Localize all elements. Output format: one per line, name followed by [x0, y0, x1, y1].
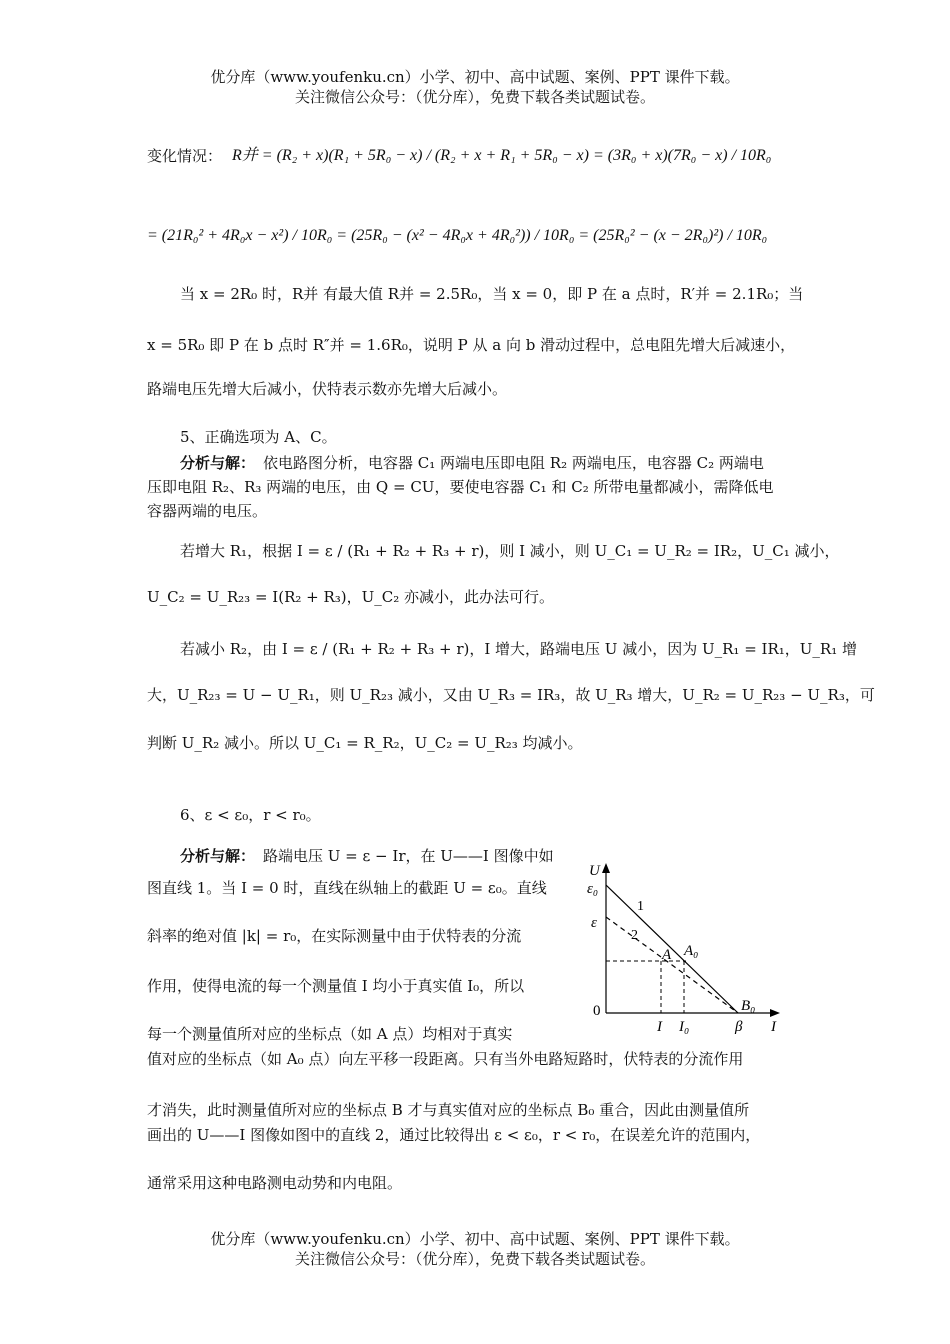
sec6-line-1: 路端电压 U = ε − Ir，在 U——I 图像中如 — [263, 847, 554, 865]
eps-label: ε — [591, 915, 597, 931]
sec6-line-8: 画出的 U——I 图像如图中的直线 2，通过比较得出 ε < ε₀，r < r₀，在误差允许的范围内， — [147, 1126, 761, 1144]
sec5-para-b-line-2: U_C₂ = U_R₂₃ = I(R₂ + R₃)，U_C₂ 亦减小，此办法可行。 — [147, 588, 555, 606]
x-axis-label: I — [771, 1019, 776, 1035]
y-axis-arrow-icon — [602, 863, 610, 873]
sec5-para-c-line-1: 若减小 R₂，由 I = ε / (R₁ + R₂ + R₃ + r)，I 增大，路端电压 U 减小，因为 U_R₁ = IR₁，U_R₁ 增 — [180, 640, 857, 658]
sec5-para-c-line-3: 判断 U_R₂ 减小。所以 U_C₁ = R_R₂，U_C₂ = U_R₂₃ 均减小。 — [147, 734, 583, 752]
header-line-1: 优分库（www.youfenku.cn）小学、初中、高中试题、案例、PPT 课件下载。 — [210, 68, 740, 86]
sec4-equation-2: = (21R₀² + 4R₀x − x²) / 10R₀ = (25R₀ − (x² − 4R₀x + 4R₀²)) / 10R₀ = (25R₀² − (x − 2R₀)²) / 10R₀ — [147, 227, 768, 244]
point-a-label: A — [662, 947, 672, 963]
sec4-equation-1: R并 = (R₂ + x)(R₁ + 5R₀ − x) / (R₂ + x + R₁ + 5R₀ − x) = (3R₀ + x)(7R₀ − x) / 10R₀ — [232, 147, 772, 164]
sec6-line-3: 斜率的绝对值 |k| = r₀，在实际测量中由于伏特表的分流 — [147, 927, 522, 945]
y-axis-label: U — [589, 863, 600, 879]
line-2 — [606, 917, 738, 1013]
tick-i-label: I — [657, 1019, 662, 1035]
sec5-analysis-label: 分析与解： — [180, 454, 256, 472]
sec5-para-b-line-1: 若增大 R₁，根据 I = ε / (R₁ + R₂ + R₃ + r)，则 I 减小，则 U_C₁ = U_R₂ = IR₂，U_C₁ 减小， — [180, 542, 840, 560]
sec5-para-a-line-1: 依电路图分析，电容器 C₁ 两端电压即电阻 R₂ 两端电压，电容器 C₂ 两端电 — [263, 454, 764, 472]
point-b0-label: B₀ — [741, 998, 756, 1014]
eps0-label: ε₀ — [587, 881, 599, 897]
sec6-line-5: 每一个测量值所对应的坐标点（如 A 点）均相对于真实 — [147, 1025, 513, 1043]
beta-label: β — [735, 1019, 743, 1035]
tick-i0-label: I₀ — [679, 1019, 690, 1035]
sec6-line-4: 作用，使得电流的每一个测量值 I 均小于真实值 I₀，所以 — [147, 977, 525, 995]
x-axis-arrow-icon — [770, 1009, 780, 1017]
sec4-line-2: x = 5R₀ 即 P 在 b 点时 R″并 = 1.6R₀，说明 P 从 a 向 b 滑动过程中，总电阻先增大后减速小， — [147, 336, 796, 354]
origin-label: 0 — [593, 1003, 601, 1019]
footer-line-1: 优分库（www.youfenku.cn）小学、初中、高中试题、案例、PPT 课件下载。 — [210, 1230, 740, 1248]
sec4-label: 变化情况： — [147, 147, 223, 165]
sec4-line-1: 当 x = 2R₀ 时，R并 有最大值 R并 = 2.5R₀，当 x = 0，即 P 在 a 点时，R′并 = 2.1R₀；当 — [180, 285, 804, 303]
line-1-label: 1 — [637, 899, 644, 914]
sec6-line-7: 才消失，此时测量值所对应的坐标点 B 才与真实值对应的坐标点 B₀ 重合，因此由测量值所 — [147, 1101, 750, 1119]
header-line-2: 关注微信公众号：（优分库），免费下载各类试题试卷。 — [294, 88, 655, 106]
point-a0-label: A₀ — [684, 943, 699, 959]
sec6-line-9: 通常采用这种电路测电动势和内电阻。 — [147, 1174, 403, 1192]
u-i-graph — [585, 855, 790, 1035]
sec6-line-2: 图直线 1。当 I = 0 时，直线在纵轴上的截距 U = ε₀。直线 — [147, 879, 547, 897]
line-2-label: 2 — [631, 928, 638, 943]
sec5-title: 5、正确选项为 A、C。 — [180, 428, 337, 446]
sec5-para-c-line-2: 大，U_R₂₃ = U − U_R₁，则 U_R₂₃ 减小，又由 U_R₃ = IR₃，故 U_R₃ 增大，U_R₂ = U_R₂₃ − U_R₃，可 — [147, 686, 875, 704]
line-1 — [606, 885, 738, 1013]
sec6-line-6: 值对应的坐标点（如 A₀ 点）向左平移一段距离。只有当外电路短路时，伏特表的分流作用 — [147, 1050, 744, 1068]
sec6-analysis-label: 分析与解： — [180, 847, 256, 865]
sec4-line-3: 路端电压先增大后减小，伏特表示数亦先增大后减小。 — [147, 380, 508, 398]
footer-line-2: 关注微信公众号：（优分库），免费下载各类试题试卷。 — [294, 1250, 655, 1268]
sec5-para-a-line-3: 容器两端的电压。 — [147, 502, 268, 520]
sec5-para-a-line-2: 压即电阻 R₂、R₃ 两端的电压，由 Q = CU，要使电容器 C₁ 和 C₂ 所带电量都减小，需降低电 — [147, 478, 774, 496]
sec6-title: 6、ε < ε₀，r < r₀。 — [180, 806, 321, 824]
